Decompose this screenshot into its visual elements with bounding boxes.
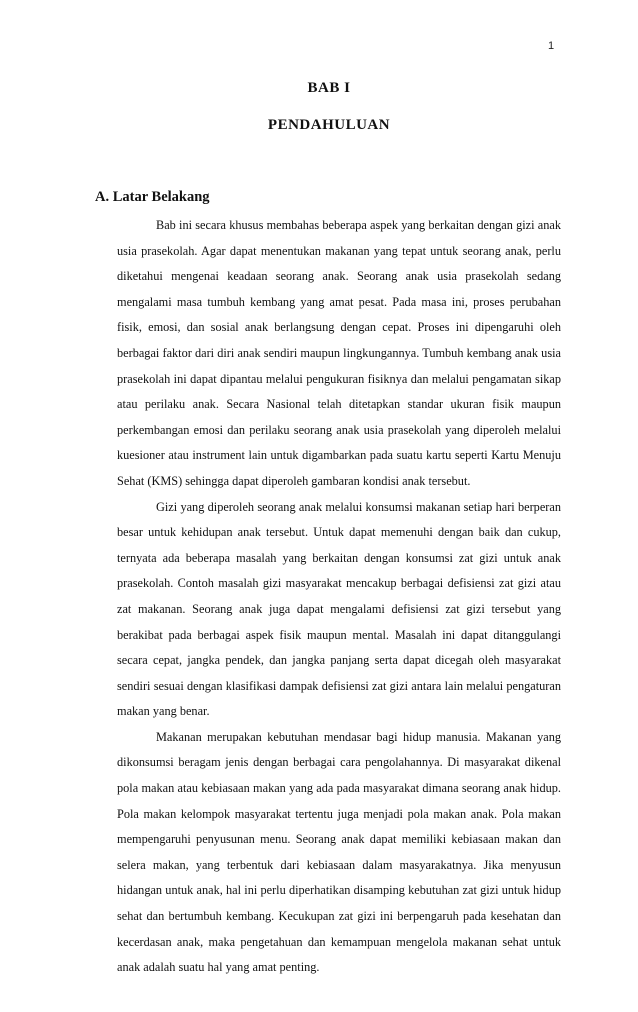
paragraph: Makanan merupakan kebutuhan mendasar bagi hidup manusia. Makanan yang dikonsumsi beragam jenis dengan berbagai cara pengolahannya. Di masyarakat dikenal pola makan atau kebiasaan makan yang ada pada masyarakat dimana seorang anak hidup. Pola makan kelompok masyarakat tertentu juga menjadi pola makan anak. Pola makan mempengaruhi penyusunan menu. Seorang anak dapat memiliki kebiasaan makan dan selera makan, yang terbentuk dari kebiasaan dalam masyarakatnya. Jika menyusun hidangan untuk anak, hal ini perlu diperhatikan disamping kebutuhan zat gizi untuk hidup sehat dan bertumbuh kembang. Kecukupan zat gizi ini berpengaruh pada kesehatan dan kecerdasan anak, maka pengetahuan dan kemampuan mengelola makanan sehat untuk anak adalah suatu hal yang amat penting. [117,729,561,975]
chapter-number: BAB I [307,80,351,96]
page-number: 1 [548,40,555,52]
section-heading: A. Latar Belakang [95,189,210,205]
paragraph: Bab ini secara khusus membahas beberapa aspek yang berkaitan dengan gizi anak usia prasekolah. Agar dapat menentukan makanan yang tepat untuk seorang anak, perlu diketahui mengenai keadaan seorang anak. Seorang anak usia prasekolah sedang mengalami masa tumbuh kembang yang amat pesat. Pada masa ini, proses perubahan fisik, emosi, dan sosial anak berlangsung dengan cepat. Proses ini dipengaruhi oleh berbagai faktor dari diri anak sendiri maupun lingkungannya. Tumbuh kembang anak usia prasekolah ini dapat dipantau melalui pengukuran fisiknya dan melalui pengamatan sikap atau perilaku anak. Secara Nasional telah ditetapkan standar ukuran fisik maupun perkembangan emosi dan perilaku seorang anak usia prasekolah yang diperoleh melalui kuesioner atau instrument lain untuk digambarkan pada suatu kartu seperti Kartu Menuju Sehat (KMS) sehingga dapat diperoleh gambaran kondisi anak tersebut. [117,218,561,488]
body-text [117,213,561,981]
chapter-title: PENDAHULUAN [267,117,391,133]
paragraph: Gizi yang diperoleh seorang anak melalui konsumsi makanan setiap hari berperan besar untuk kehidupan anak tersebut. Untuk dapat memenuhi dengan baik dan cukup, ternyata ada beberapa masalah yang berkaitan dengan konsumsi zat gizi untuk anak prasekolah. Contoh masalah gizi masyarakat mencakup berbagai defisiensi zat gizi atau zat makanan. Seorang anak juga dapat mengalami defisiensi zat gizi tersebut yang berakibat pada berbagai aspek fisik maupun mental. Masalah ini dapat ditanggulangi secara cepat, jangka pendek, dan jangka panjang serta dapat dicegah oleh masyarakat sendiri sesuai dengan klasifikasi dampak defisiensi zat gizi antara lain melalui pengaturan makan yang benar. [117,499,561,719]
